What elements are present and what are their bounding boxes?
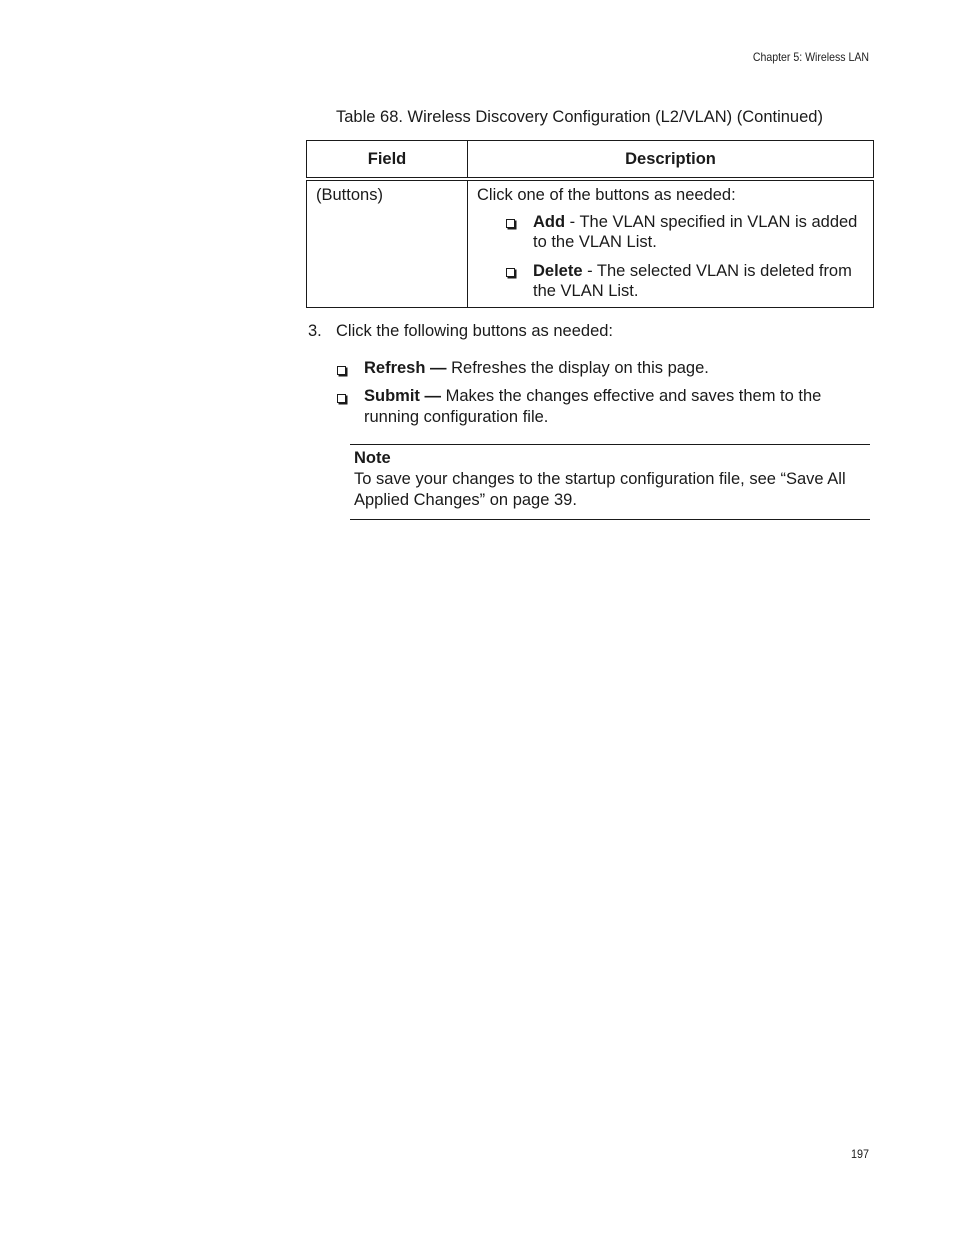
- bullet-term: Add: [533, 213, 566, 231]
- bullet-term: Delete: [533, 262, 583, 280]
- bullet-term: Submit —: [364, 387, 441, 405]
- field-cell: (Buttons): [307, 179, 468, 308]
- bullet-text: - The selected VLAN is deleted from the VLAN List.: [533, 262, 852, 300]
- checkbox-bullet-icon: [506, 219, 515, 228]
- description-cell: [468, 179, 874, 308]
- bullet-text: Makes the changes effective and saves them to the running configuration file.: [364, 387, 822, 426]
- field-description-table: [306, 140, 874, 308]
- table-caption: Table 68. Wireless Discovery Configuration (L2/VLAN) (Continued): [336, 108, 823, 126]
- checkbox-bullet-icon: [337, 366, 346, 375]
- bullet-term: Refresh —: [364, 359, 447, 377]
- table-row: [307, 179, 874, 308]
- note-box: [350, 444, 870, 520]
- running-header: Chapter 5: Wireless LAN: [752, 50, 869, 64]
- bullet-text: Refreshes the display on this page.: [446, 359, 709, 377]
- description-bullet-list: [477, 212, 865, 301]
- column-header-field: Field: [307, 141, 468, 180]
- note-title: Note: [354, 449, 391, 467]
- step-3: [308, 322, 613, 341]
- step-bullet-list: [336, 358, 866, 435]
- step-number: 3.: [308, 322, 322, 340]
- page-number: 197: [850, 1147, 869, 1161]
- description-intro: Click one of the buttons as needed:: [477, 186, 736, 204]
- bullet-item-submit: [336, 386, 866, 428]
- bullet-text: - The VLAN specified in VLAN is added to the VLAN List.: [533, 213, 858, 251]
- checkbox-bullet-icon: [337, 394, 346, 403]
- bullet-item-delete: [477, 261, 865, 301]
- step-text: Click the following buttons as needed:: [336, 322, 614, 340]
- table-header-row: [307, 141, 874, 180]
- note-text: To save your changes to the startup configuration file, see “Save All Applied Changes” on page 39.: [354, 470, 846, 509]
- column-header-description: Description: [468, 141, 874, 180]
- bullet-item-refresh: [336, 358, 866, 379]
- checkbox-bullet-icon: [506, 268, 515, 277]
- bullet-item-add: [477, 212, 865, 252]
